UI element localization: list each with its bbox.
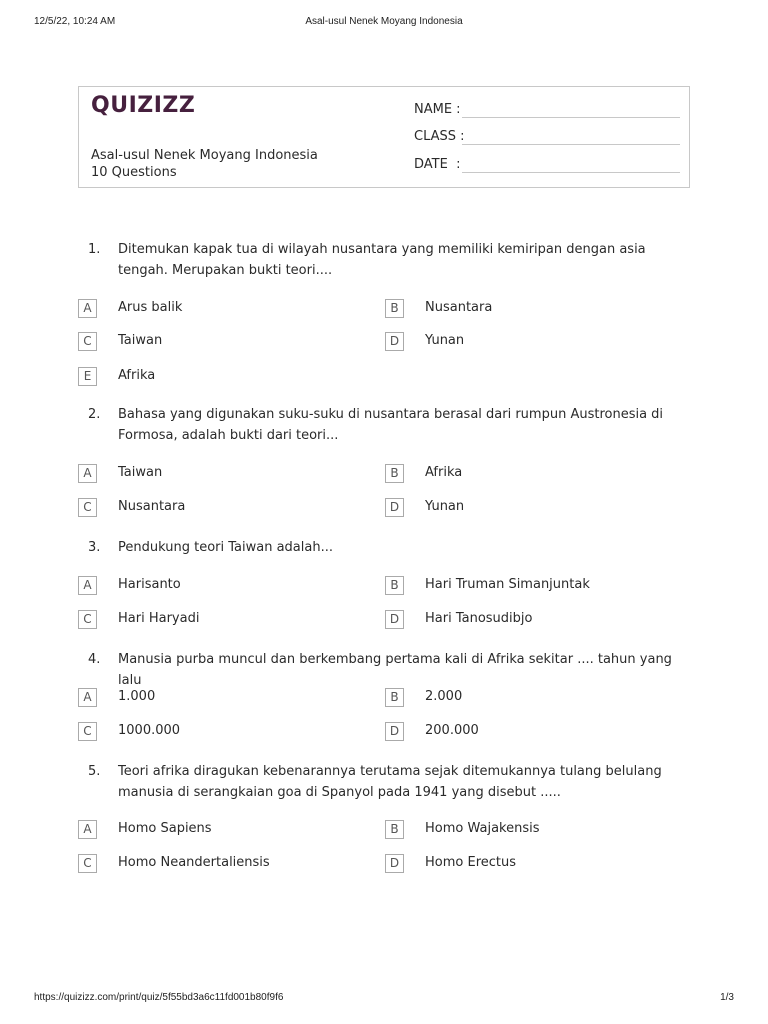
print-header [34, 16, 734, 30]
question-text: Pendukung teori Taiwan adalah... [118, 540, 333, 555]
option-text: Yunan [425, 499, 465, 514]
option-letter: B [385, 820, 404, 839]
option-text: 200.000 [425, 723, 479, 738]
print-page-title: Asal-usul Nenek Moyang Indonesia [305, 16, 463, 27]
option-letter: B [385, 299, 404, 318]
option-text: Nusantara [118, 499, 186, 514]
option-text: Hari Tanosudibjo [425, 611, 533, 626]
option-text: Taiwan [118, 333, 163, 348]
option-letter: D [385, 722, 404, 741]
option-text: Taiwan [118, 465, 163, 480]
question-text: Ditemukan kapak tua di wilayah nusantara yang memiliki kemiripan dengan asia tengah. Merupakan bukti teori.... [118, 242, 646, 278]
question-count: 10 Questions [91, 165, 177, 180]
question-number: 1. [88, 242, 101, 257]
option-text: Afrika [425, 465, 463, 480]
class-line[interactable] [462, 144, 680, 145]
option-letter: D [385, 610, 404, 629]
option-letter: D [385, 854, 404, 873]
option-text: Homo Wajakensis [425, 821, 540, 836]
date-line[interactable] [462, 172, 680, 173]
option-letter: C [78, 854, 97, 873]
question-number: 2. [88, 407, 101, 422]
option-letter: C [78, 498, 97, 517]
option-text: Afrika [118, 368, 156, 383]
option-text: Homo Sapiens [118, 821, 212, 836]
option-letter: D [385, 332, 404, 351]
question-text: Bahasa yang digunakan suku-suku di nusantara berasal dari rumpun Austronesia di Formosa, adalah bukti dari teori... [118, 407, 664, 443]
print-datetime: 12/5/22, 10:24 AM [34, 16, 116, 27]
print-footer [34, 992, 734, 1006]
question-number: 4. [88, 652, 101, 667]
option-text: 2.000 [425, 689, 463, 704]
option-letter: C [78, 722, 97, 741]
option-letter: B [385, 464, 404, 483]
quiz-info-box [78, 86, 690, 188]
quiz-title: Asal-usul Nenek Moyang Indonesia [91, 148, 318, 163]
option-letter: A [78, 688, 97, 707]
class-label: CLASS : [414, 129, 465, 144]
page-number: 1/3 [720, 992, 734, 1003]
option-text: Hari Truman Simanjuntak [425, 577, 590, 592]
option-text: 1.000 [118, 689, 156, 704]
quizizz-logo: QUIZIZZ [91, 93, 196, 118]
print-url[interactable]: https://quizizz.com/print/quiz/5f55bd3a6c11fd001b80f9f6 [34, 992, 284, 1003]
option-letter: A [78, 820, 97, 839]
option-text: Homo Neandertaliensis [118, 855, 270, 870]
option-letter: A [78, 576, 97, 595]
question-text: Teori afrika diragukan kebenarannya terutama sejak ditemukannya tulang belulang manusia di serangkaian goa di Spanyol pada 1941 yang disebut ..... [118, 764, 662, 800]
option-text: Homo Erectus [425, 855, 517, 870]
question-text: Manusia purba muncul dan berkembang pertama kali di Afrika sekitar .... tahun yang lalu [118, 652, 672, 688]
name-label: NAME : [414, 102, 461, 117]
date-label: DATE : [414, 157, 461, 172]
option-letter: A [78, 464, 97, 483]
name-line[interactable] [462, 117, 680, 118]
option-text: Harisanto [118, 577, 181, 592]
option-text: 1000.000 [118, 723, 181, 738]
option-letter: A [78, 299, 97, 318]
option-letter: B [385, 576, 404, 595]
option-text: Arus balik [118, 300, 183, 315]
option-letter: C [78, 332, 97, 351]
option-text: Nusantara [425, 300, 493, 315]
option-letter: D [385, 498, 404, 517]
question-number: 3. [88, 540, 101, 555]
option-text: Yunan [425, 333, 465, 348]
option-letter: B [385, 688, 404, 707]
option-letter: E [78, 367, 97, 386]
option-text: Hari Haryadi [118, 611, 200, 626]
question-number: 5. [88, 764, 101, 779]
option-letter: C [78, 610, 97, 629]
